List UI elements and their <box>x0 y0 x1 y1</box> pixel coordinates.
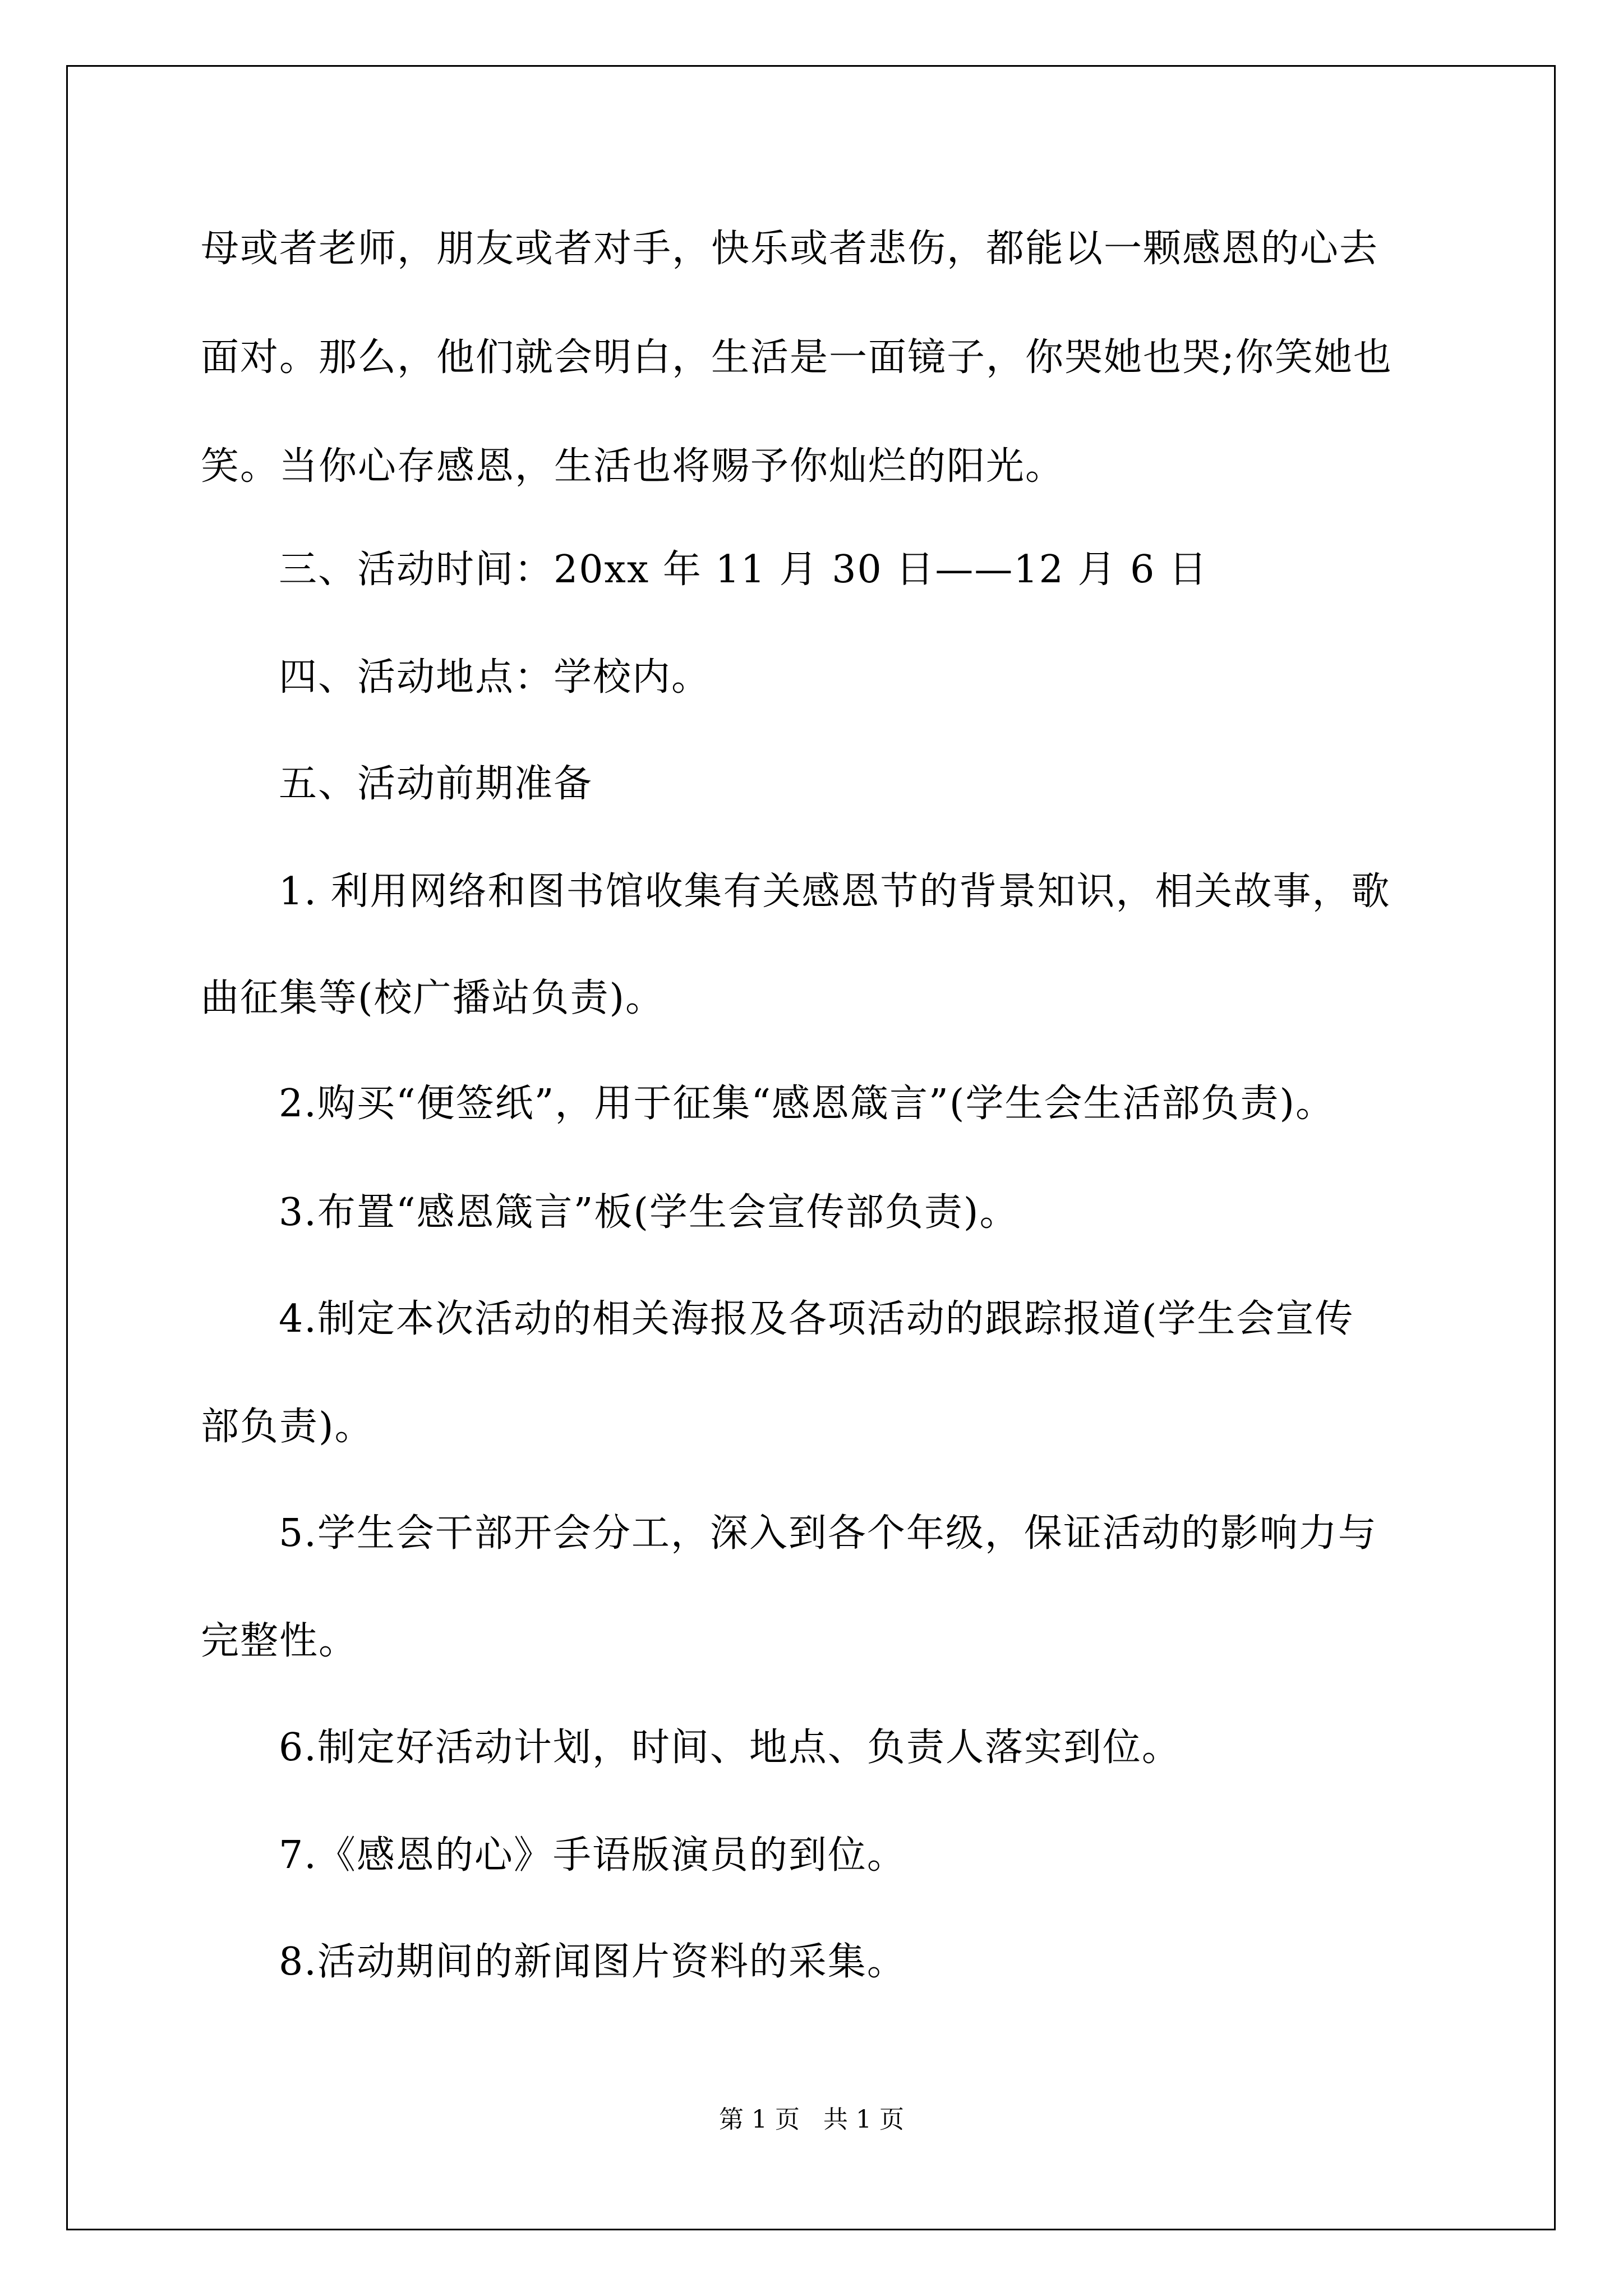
list-item-5-continued: 完整性。 <box>201 1619 358 1663</box>
list-item-4: 4.制定本次活动的相关海报及各项活动的跟踪报道(学生会宣传 <box>279 1297 1354 1341</box>
list-item-1: 1. 利用网络和图书馆收集有关感恩节的背景知识，相关故事，歌 <box>279 869 1391 914</box>
text-line: 面对。那么，他们就会明白，生活是一面镜子，你哭她也哭;你笑她也 <box>201 335 1393 380</box>
list-item-5: 5.学生会干部开会分工，深入到各个年级，保证活动的影响力与 <box>279 1511 1377 1556</box>
list-item-7: 7.《感恩的心》手语版演员的到位。 <box>279 1833 906 1878</box>
section-heading-preparation: 五、活动前期准备 <box>279 762 593 806</box>
list-item-4-continued: 部负责)。 <box>201 1405 374 1449</box>
list-item-6: 6.制定好活动计划，时间、地点、负责人落实到位。 <box>279 1726 1181 1770</box>
list-item-3: 3.布置“感恩箴言”板(学生会宣传部负责)。 <box>279 1190 1019 1235</box>
section-heading-time: 三、活动时间：20xx 年 11 月 30 日——12 月 6 日 <box>279 547 1208 592</box>
text-line: 笑。当你心存感恩，生活也将赐予你灿烂的阳光。 <box>201 444 1065 489</box>
section-heading-location: 四、活动地点：学校内。 <box>279 655 711 700</box>
list-item-1-continued: 曲征集等(校广播站负责)。 <box>201 976 665 1020</box>
text-line: 母或者老师，朋友或者对手，快乐或者悲伤，都能以一颗感恩的心去 <box>201 227 1379 271</box>
list-item-8: 8.活动期间的新闻图片资料的采集。 <box>279 1940 906 1984</box>
list-item-2: 2.购买“便签纸”，用于征集“感恩箴言”(学生会生活部负责)。 <box>279 1082 1335 1126</box>
page-footer: 第 1 页 共 1 页 <box>719 2105 904 2134</box>
